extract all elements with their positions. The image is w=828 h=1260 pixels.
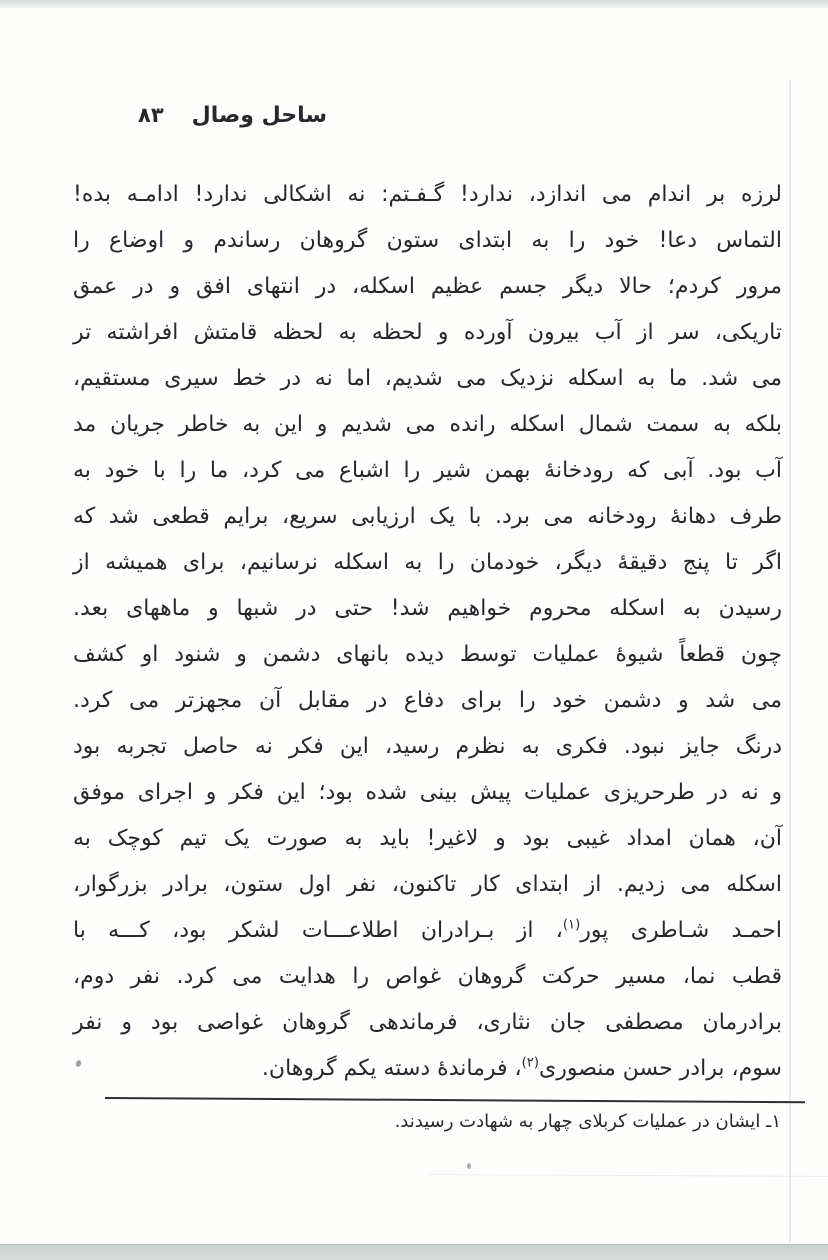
body-line: طرف دهانهٔ رودخانه می برد. با یک ارزیابی سریع، برایم قطعی شد که [73,504,782,529]
page-number: ۸۳ [138,103,164,127]
body-line: تاریکی، سر از آب بیرون آورده و لحظه به لحظه قامتش افراشته تر [73,320,782,345]
body-line: آب بود. آبی که رودخانهٔ بهمن شیر را اشباع می کرد، ما را با خود به [73,458,782,483]
body-line: اسکله می زدیم. از ابتدای کار تاکنون، نفر اول ستون، برادر بزرگوار، [73,872,782,897]
body-line: احمـد شـاطری پور$^{(۱)}$، از بـرادران اطلاعـــات لشکر بود، کـــه با [73,917,782,943]
body-line: قطب نما، مسیر حرکت گروهان غواص را هدایت می کرد. نفر دوم، [73,964,782,989]
scan-artifact-speck [467,1163,471,1169]
footnote-line: ۱ـ ایشان در عملیات کربلای چهار به شهادت رسیدند. [394,1111,781,1132]
body-line: درنگ جایز نبود. فکری به نظرم رسید، این فکر نه حاصل تجربه بود [73,734,782,759]
page-edge-shadow [789,80,791,1242]
body-line: سوم، برادر حسن منصوری$^{(۲)}$، فرماندهٔ دسته یکم گروهان. [261,1055,782,1081]
body-line: آن، همان امداد غیبی بود و لاغیر! باید به صورت یک تیم کوچک به [73,826,782,851]
body-line: می شد. ما به اسکله نزدیک می شدیم، اما نه در خط سیری مستقیم، [73,366,782,391]
body-line: التماس دعا! خود را به ابتدای ستون گروهان رساندم و اوضاع را [73,228,782,253]
body-text [73,172,782,1092]
footnote-separator-rule [105,1097,805,1103]
body-line: و نه در طرحریزی عملیات پیش بینی شده بود؛ این فکر و اجرای موفق [73,780,782,805]
body-line: بلکه به سمت شمال اسکله رانده می شدیم و این به خاطر جریان مد [73,412,782,437]
book-title: ساحل وصال [191,103,327,128]
body-line: چون قطعاً شیوهٔ عملیات توسط دیده بانهای دشمن و شنود او کشف [73,642,782,667]
scan-edge-top [0,0,828,8]
body-line: لرزه بر اندام می اندازد، ندارد! گـفـتم: نه اشکالی ندارد! ادامـه بده! [73,182,782,207]
body-line: اگر تا پنج دقیقهٔ دیگر، خودمان را به اسکله نرسانیم، برای همیشه از [73,550,782,575]
body-line: برادرمان مصطفی جان نثاری، فرماندهی گروهان غواصی بود و نفر [73,1010,782,1035]
body-line: مرور کردم؛ حالا دیگر جسم عظیم اسکله، در انتهای افق و در عمق [73,274,782,299]
body-line: می شد و دشمن خود را برای دفاع در مقابل آن مجهزتر می کرد. [73,688,782,713]
scan-edge-bottom [0,1244,828,1260]
body-line: رسیدن به اسکله محروم خواهیم شد! حتی در شبها و ماههای بعد. [73,596,782,621]
scan-artifact-line [428,1174,828,1177]
running-head [138,103,327,128]
footnotes [395,1107,781,1137]
